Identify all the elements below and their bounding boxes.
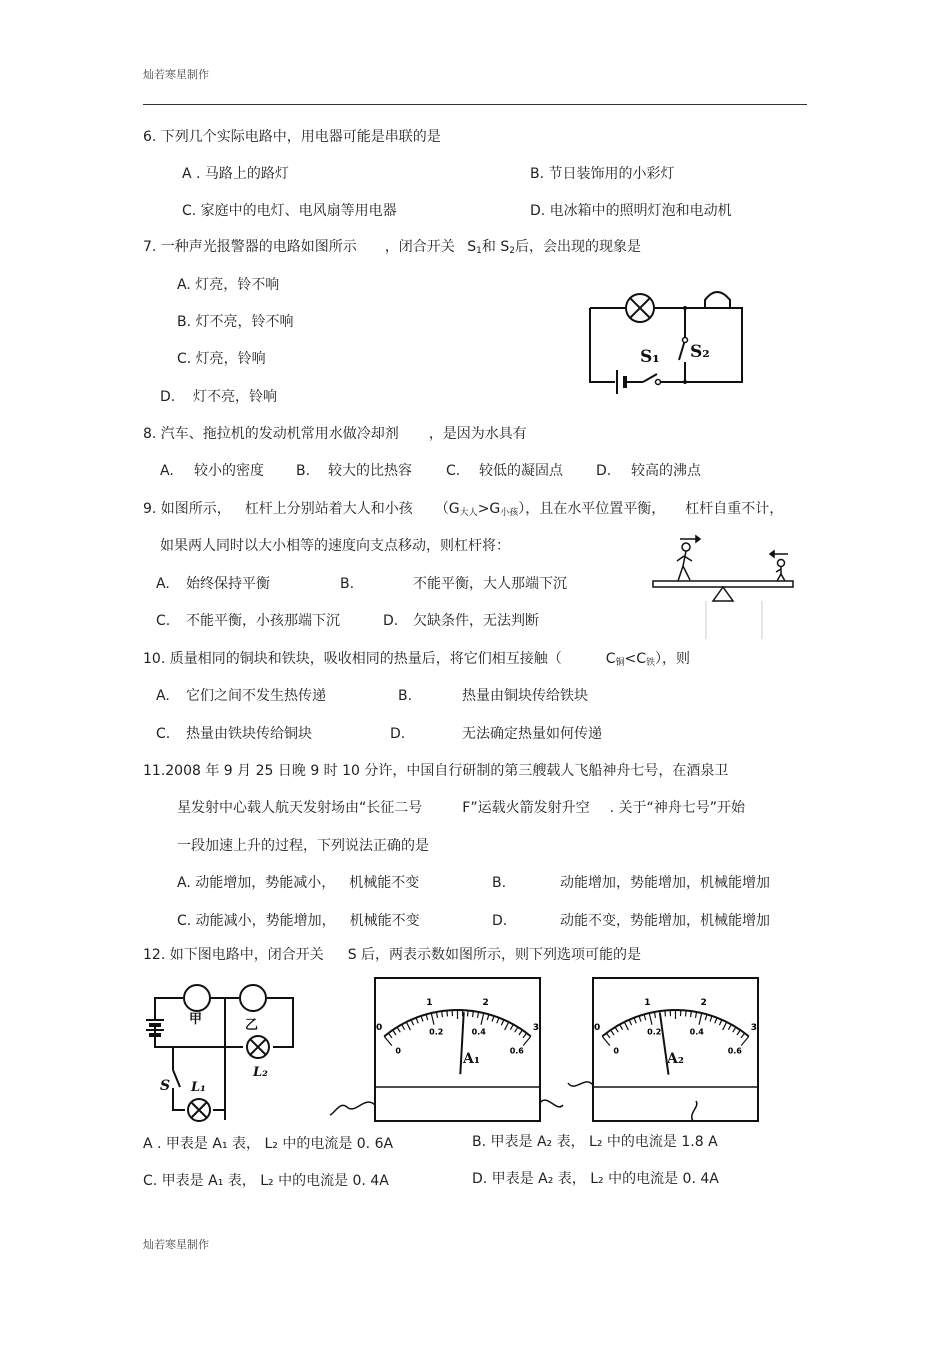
- q6-option-b: B. 节日装饰用的小彩灯: [530, 166, 675, 182]
- lamp-l1-icon: [188, 1099, 210, 1121]
- q7-stem: [143, 239, 641, 259]
- meter-tick-label-bottom: 0: [395, 1046, 402, 1056]
- q10-option-a: 它们之间不发生热传递: [186, 688, 326, 704]
- q8-option-d: 较高的沸点: [631, 463, 701, 479]
- meter-tick-label-top: 1: [644, 998, 651, 1009]
- q7-option-c: C. 灯亮，铃响: [177, 351, 266, 367]
- q7-option-d-label: D.: [160, 389, 176, 405]
- meter-tick-label-bottom: 0.2: [429, 1027, 444, 1037]
- q11-option-a-part2: 机械能不变: [349, 875, 420, 891]
- q9-stem-part2: 杠杆上分别站着大人和小孩: [244, 501, 413, 517]
- q7-option-b: B. 灯不亮，铃不响: [177, 314, 294, 330]
- meter-tick-label-top: 3: [750, 1023, 758, 1034]
- meter-yi-icon: [240, 985, 266, 1011]
- q12-fig-jia: 甲: [189, 1012, 203, 1027]
- ammeter-a2: [560, 975, 770, 1125]
- q8-option-b: 较大的比热容: [328, 463, 412, 479]
- battery-icon: [617, 370, 625, 394]
- q11-option-c-part1: C. 动能减小，势能增加，: [177, 913, 336, 929]
- bell-icon: [705, 292, 730, 308]
- q9-g-adult: 大人: [459, 508, 478, 518]
- q12-fig-yi: 乙: [245, 1018, 259, 1033]
- adult-figure-icon: [677, 536, 700, 581]
- meter-tick-label-bottom: 0: [613, 1046, 620, 1056]
- q10-c-iron: 铁: [646, 658, 656, 668]
- meter-tick-label-bottom: 0.4: [689, 1027, 704, 1037]
- meter-tick-label-bottom: 0.4: [471, 1027, 486, 1037]
- page-footer: 灿若寒星制作: [143, 1238, 209, 1251]
- q9-option-d: 欠缺条件，无法判断: [413, 613, 539, 629]
- q8-stem-part2: ，是因为水具有: [428, 426, 527, 442]
- q8-option-a: 较小的密度: [194, 463, 264, 479]
- q10-lt: <C: [624, 651, 647, 667]
- q7-stem-part3: 后，会出现的现象是: [514, 239, 641, 255]
- meter-jia-icon: [184, 985, 210, 1011]
- q6-option-d: D. 电冰箱中的照明灯泡和电动机: [530, 203, 732, 219]
- q11-option-d-label: D.: [492, 913, 508, 929]
- meter-tick-label-bottom: 0.2: [647, 1027, 662, 1037]
- q11-line2-part3: . 关于“神舟七号”开始: [609, 800, 745, 816]
- q9-lever-diagram: [650, 534, 800, 644]
- q12-stem: [143, 947, 641, 963]
- meter-tick-label-bottom: 0.6: [509, 1046, 524, 1056]
- meter-tick-label-top: 0: [593, 1023, 601, 1034]
- q11-option-b-label: B.: [492, 875, 507, 891]
- q11-option-a-part1: A. 动能增加，势能减小，: [177, 875, 336, 891]
- child-figure-icon: [770, 551, 788, 581]
- q9-option-a-label: A.: [156, 576, 170, 592]
- q10-c-copper: 铜: [615, 658, 625, 668]
- q12-fig-l1: L₁: [191, 1080, 206, 1095]
- lamp-icon: [626, 294, 654, 322]
- fulcrum-icon: [713, 587, 733, 601]
- meter-tick: [468, 1010, 469, 1016]
- meter-tick-label-bottom: 0.6: [727, 1046, 742, 1056]
- q10-option-c: 热量由铁块传给铜块: [186, 726, 312, 742]
- lamp-l2-icon: [247, 1036, 269, 1058]
- q7-s2-sub: 2: [509, 246, 515, 256]
- q11-option-a: [177, 875, 419, 891]
- q12-option-d: D. 甲表是 A₂ 表， L₂ 中的电流是 0. 4A: [472, 1171, 719, 1187]
- page-header: 灿若寒星制作: [143, 68, 209, 81]
- q9-option-c-label: C.: [156, 613, 171, 629]
- q10-option-c-label: C.: [156, 726, 171, 742]
- q8-option-a-label: A.: [160, 463, 174, 479]
- meter2-label: A₂: [667, 1051, 684, 1067]
- meter-tick-label-top: 2: [700, 998, 707, 1009]
- meter-tick: [473, 1011, 474, 1017]
- q7-alarm-circuit-diagram: [585, 282, 750, 397]
- meter-tick: [442, 1011, 443, 1017]
- q7-s2: S: [500, 239, 510, 255]
- q7-stem-part1: 7. 一种声光报警器的电路如图所示: [143, 239, 357, 255]
- meter-tick: [447, 1010, 448, 1016]
- q12-option-b: B. 甲表是 A₂ 表， L₂ 中的电流是 1.8 A: [472, 1134, 718, 1150]
- q11-line1: 11.2008 年 9 月 25 日晚 9 时 10 分许，中国自行研制的第三艘载人飞船神舟七号，在酒泉卫: [143, 763, 729, 779]
- q12-fig-s: S: [160, 1078, 171, 1094]
- q9-g-close: ），且在水平位置平衡，: [518, 501, 666, 517]
- q12-fig-l2: L₂: [253, 1065, 268, 1080]
- q9-stem-part1: 9. 如图所示，: [143, 501, 231, 517]
- q12-stem-part1: 12. 如下图电路中，闭合开关: [143, 947, 324, 963]
- q6-stem: 6. 下列几个实际电路中，用电器可能是串联的是: [143, 129, 441, 145]
- q10-option-a-label: A.: [156, 688, 170, 704]
- meter-tick-label-top: 3: [532, 1023, 540, 1034]
- q7-s1: S: [467, 239, 477, 255]
- q9-option-c: 不能平衡，小孩那端下沉: [186, 613, 340, 629]
- meter-tick: [691, 1011, 692, 1017]
- q8-stem: [143, 426, 527, 442]
- q9-option-d-label: D.: [383, 613, 399, 629]
- q10-stem: [143, 651, 690, 671]
- q11-line3: 一段加速上升的过程，下列说法正确的是: [177, 838, 429, 854]
- ammeter-a1: [325, 975, 575, 1125]
- q9-option-b-label: B.: [340, 576, 355, 592]
- q7-fig-s1: S₁: [640, 347, 660, 367]
- q12-circuit-diagram: [145, 985, 300, 1120]
- q9-option-b: 不能平衡，大人那端下沉: [413, 576, 567, 592]
- meter-tick: [686, 1010, 687, 1016]
- q11-option-d: 动能不变，势能增加，机械能增加: [560, 913, 770, 929]
- q8-option-d-label: D.: [596, 463, 612, 479]
- q7-option-a: A. 灯亮，铃不响: [177, 277, 280, 293]
- q6-option-a: A . 马路上的路灯: [182, 166, 289, 182]
- meter-tick-label-top: 2: [482, 998, 489, 1009]
- q10-option-d: 无法确定热量如何传递: [462, 726, 602, 742]
- meter-tick: [665, 1010, 666, 1016]
- q9-line2: 如果两人同时以大小相等的速度向支点移动，则杠杆将：: [160, 538, 510, 554]
- q7-s1-sub: 1: [476, 246, 482, 256]
- q8-option-b-label: B.: [296, 463, 311, 479]
- q12-option-c: C. 甲表是 A₁ 表， L₂ 中的电流是 0. 4A: [143, 1173, 389, 1189]
- q11-option-b: 动能增加，势能增加，机械能增加: [560, 875, 770, 891]
- q10-stem-part1: 10. 质量相同的铜块和铁块，吸收相同的热量后，将它们相互接触（: [143, 651, 562, 667]
- q7-option-d: 灯不亮，铃响: [193, 389, 277, 405]
- q9-g-child: 小孩: [500, 508, 519, 518]
- q10-option-b: 热量由铜块传给铁块: [462, 688, 588, 704]
- q8-stem-part1: 8. 汽车、拖拉机的发动机常用水做冷却剂: [143, 426, 399, 442]
- q8-option-c-label: C.: [446, 463, 461, 479]
- q9-stem-part3: 杠杆自重不计，: [685, 501, 784, 517]
- q12-option-a: A . 甲表是 A₁ 表， L₂ 中的电流是 0. 6A: [143, 1136, 394, 1152]
- q11-line2: [177, 800, 745, 816]
- q9-option-a: 始终保持平衡: [186, 576, 270, 592]
- q9-stem: [143, 501, 783, 521]
- q11-line2-part1: 星发射中心载人航天发射场由“长征二号: [177, 800, 423, 816]
- q11-option-c-part2: 机械能不变: [349, 913, 420, 929]
- q9-gt: >G: [477, 501, 501, 517]
- q12-stem-part2: S 后，两表示数如图所示，则下列选项可能的是: [347, 947, 642, 963]
- q8-option-c: 较低的凝固点: [479, 463, 563, 479]
- meter-tick-label-top: 0: [375, 1023, 383, 1034]
- q10-c: C: [605, 651, 616, 667]
- q7-fig-s2: S₂: [690, 342, 710, 362]
- q10-option-d-label: D.: [390, 726, 406, 742]
- q11-option-c: [177, 913, 420, 929]
- q9-g-open: （G: [434, 501, 460, 517]
- meter-tick-label-top: 1: [426, 998, 433, 1009]
- meter1-label: A₁: [463, 1051, 480, 1067]
- q10-stem-part2: ），则: [655, 651, 691, 667]
- q10-option-b-label: B.: [398, 688, 413, 704]
- q7-stem-part2: ，闭合开关: [384, 239, 455, 255]
- q6-option-c: C. 家庭中的电灯、电风扇等用电器: [182, 203, 397, 219]
- header-rule: [143, 104, 807, 105]
- q7-and: 和: [481, 239, 496, 255]
- q11-line2-part2: F”运载火箭发射升空: [462, 800, 590, 816]
